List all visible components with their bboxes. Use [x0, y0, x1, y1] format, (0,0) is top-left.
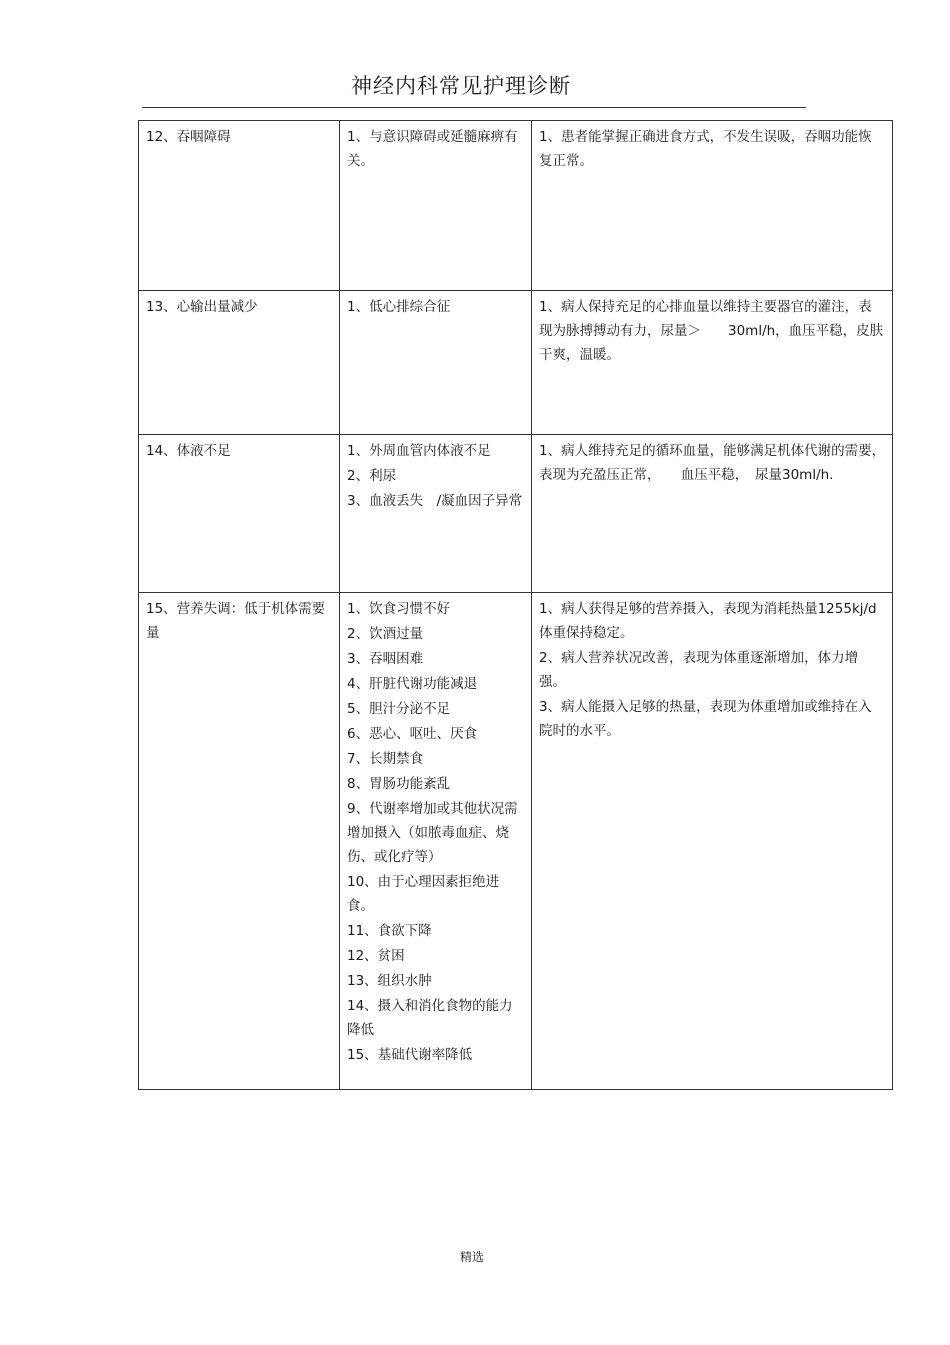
factor-item: 11、食欲下降 [347, 923, 432, 939]
outcome-item: 1、病人维持充足的循环血量，能够满足机体代谢的需要， 表现为充盈压正常， 血压平稳， 尿量30ml/h. [539, 443, 892, 483]
title-underline [142, 107, 806, 108]
factor-item: 1、外周血管内体液不足 [347, 443, 491, 459]
nursing-diagnosis-table [138, 120, 893, 1090]
diagnosis-label: 14、体液不足 [146, 443, 231, 459]
outcome-item: 1、病人保持充足的心排血量以维持主要器官的灌注，表现为脉搏搏动有力，尿量＞ 30ml/h，血压平稳，皮肤干爽，温暖。 [539, 299, 884, 363]
factor-item: 1、与意识障碍或延髓麻痹有关。 [347, 129, 518, 169]
diagnosis-cell [139, 435, 340, 593]
related-factors-cell [340, 121, 532, 291]
diagnosis-cell [139, 291, 340, 435]
factor-item: 5、胆汁分泌不足 [347, 701, 451, 717]
diagnosis-label: 12、吞咽障碍 [146, 129, 231, 145]
table-row [139, 121, 893, 291]
outcome-item: 1、患者能掌握正确进食方式，不发生误吸，吞咽功能恢复正常。 [539, 129, 872, 169]
table-row [139, 291, 893, 435]
factor-item: 1、饮食习惯不好 [347, 601, 451, 617]
table-row [139, 593, 893, 1090]
expected-outcome-cell [532, 435, 893, 593]
factor-item: 6、恶心、呕吐、厌食 [347, 726, 478, 742]
expected-outcome-cell [532, 593, 893, 1090]
factor-item: 8、胃肠功能紊乱 [347, 776, 451, 792]
expected-outcome-cell [532, 121, 893, 291]
factor-item: 13、组织水肿 [347, 973, 432, 989]
outcome-item: 3、病人能摄入足够的热量，表现为体重增加或维持在入院时的水平。 [539, 699, 872, 739]
factor-item: 15、基础代谢率降低 [347, 1047, 473, 1063]
table-row [139, 435, 893, 593]
factor-item: 10、由于心理因素拒绝进食。 [347, 874, 500, 914]
factor-item: 12、贫困 [347, 948, 405, 964]
factor-item: 9、代谢率增加或其他状况需增加摄入（如脓毒血症、烧伤、或化疗等） [347, 801, 518, 865]
factor-item: 3、血液丢失 /凝血因子异常 [347, 493, 523, 509]
expected-outcome-cell [532, 291, 893, 435]
related-factors-cell [340, 593, 532, 1090]
outcome-item: 1、病人获得足够的营养摄入，表现为消耗热量1255kj/d 体重保持稳定。 [539, 601, 891, 641]
factor-item: 4、肝脏代谢功能减退 [347, 676, 478, 692]
related-factors-cell [340, 435, 532, 593]
diagnosis-label: 15、营养失调：低于机体需要量 [146, 601, 326, 641]
factor-item: 14、摄入和消化食物的能力降低 [347, 998, 513, 1038]
diagnosis-label: 13、心输出量减少 [146, 299, 258, 315]
factor-item: 1、低心排综合征 [347, 299, 451, 315]
factor-item: 7、长期禁食 [347, 751, 424, 767]
footer-label: 精选 [459, 1250, 484, 1264]
factor-item: 2、饮酒过量 [347, 626, 424, 642]
diagnosis-cell [139, 593, 340, 1090]
factor-item: 3、吞咽困难 [347, 651, 424, 667]
factor-item: 2、利尿 [347, 468, 397, 484]
page-title: 神经内科常见护理诊断 [351, 74, 571, 98]
diagnosis-cell [139, 121, 340, 291]
outcome-item: 2、病人营养状况改善，表现为体重逐渐增加，体力增强。 [539, 650, 859, 690]
related-factors-cell [340, 291, 532, 435]
